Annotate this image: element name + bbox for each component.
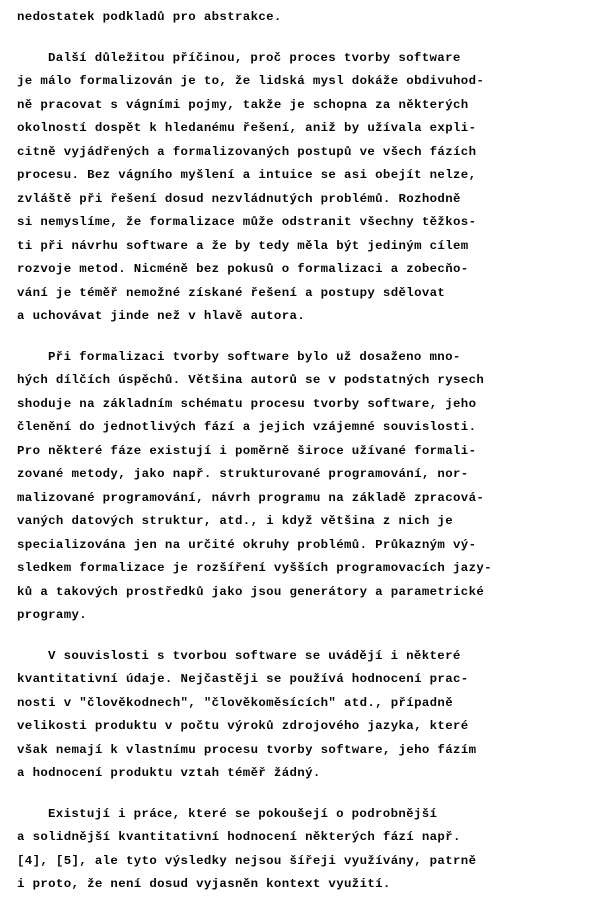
text-line: procesu. Bez vágního myšlení a intuice se asi obejít nelze, [17,168,477,182]
text-line: kvantitativní údaje. Nejčastěji se používá hodnocení prac- [17,672,469,686]
text-line: zvláště při řešení dosud nezvládnutých problémů. Rozhodně [17,191,461,206]
text-line: Při formalizaci tvorby software bylo už dosaženo mno- [48,349,461,364]
text-line: velikosti produktu v počtu výroků zdrojového jazyka, které [17,719,469,733]
text-line: citně vyjádřených a formalizovaných postupů ve všech fázích [17,144,477,159]
text-line: je málo formalizován je to, že lidská mysl dokáže obdivuhod- [17,74,485,88]
paragraph-partial-successes [17,346,595,628]
paragraph-references [17,803,595,897]
text-line: vání je téměř nemožné získané řešení a postupy sdělovat [17,285,446,300]
text-line: ků a takových prostředků jako jsou generátory a parametrické [17,584,485,599]
paragraph-continuation [17,6,595,30]
text-line: okolností dospět k hledanému řešení, aniž by užívala expli- [17,121,477,135]
text-line: zované metody, jako např. strukturované programování, nor- [17,467,469,481]
text-line: [4], [5], ale tyto výsledky nejsou šířeji využívány, patrně [17,853,477,868]
text-line: shoduje na základním schématu procesu tvorby software, jeho [17,396,477,411]
text-line: si nemyslíme, že formalizace může odstranit všechny těžkos- [17,215,477,229]
text-line: ně pracovat s vágními pojmy, takže je schopna za některých [17,97,469,112]
text-line: hých dílčích úspěchů. Většina autorů se v podstatných rysech [17,373,485,387]
document-text-body [17,6,595,897]
text-line: rozvoje metod. Nicméně bez pokusů o formalizaci a zobecňo- [17,262,469,276]
text-line: Existují i práce, které se pokoušejí o podrobnější [48,806,438,821]
text-line: vaných datových struktur, atd., i když většina z nich je [17,514,453,528]
text-line: a solidnější kvantitativní hodnocení některých fází např. [17,830,461,844]
text-line: specializována jen na určité okruhy problémů. Průkazným vý- [17,537,477,552]
paragraph-quantitative-data [17,645,595,786]
text-line: programy. [17,608,88,622]
text-line: členění do jednotlivých fází a jejich vzájemné souvislosti. [17,420,477,434]
text-line: malizované programování, návrh programu na základě zpracová- [17,490,485,505]
text-line: nedostatek podkladů pro abstrakce. [17,10,282,24]
text-line: nosti v "člověkodnech", "člověkoměsících" atd., případně [17,695,453,710]
text-line: ti při návrhu software a že by tedy měla být jediným cílem [17,238,469,253]
text-line: sledkem formalizace je rozšíření vyšších programovacích jazy- [17,561,492,575]
text-line: V souvislosti s tvorbou software se uvádějí i některé [48,648,461,663]
text-line: Pro některé fáze existují i poměrně široce užívané formali- [17,443,477,458]
text-line: Další důležitou příčinou, proč proces tvorby software [48,50,461,65]
text-line: však nemají k vlastnímu procesu tvorby software, jeho fázím [17,742,477,757]
text-line: i proto, že není dosud vyjasněn kontext využití. [17,877,391,891]
text-line: a uchovávat jinde než v hlavě autora. [17,309,306,323]
text-line: a hodnocení produktu vztah téměř žádný. [17,766,321,780]
paragraph-formalization-causes [17,47,595,329]
